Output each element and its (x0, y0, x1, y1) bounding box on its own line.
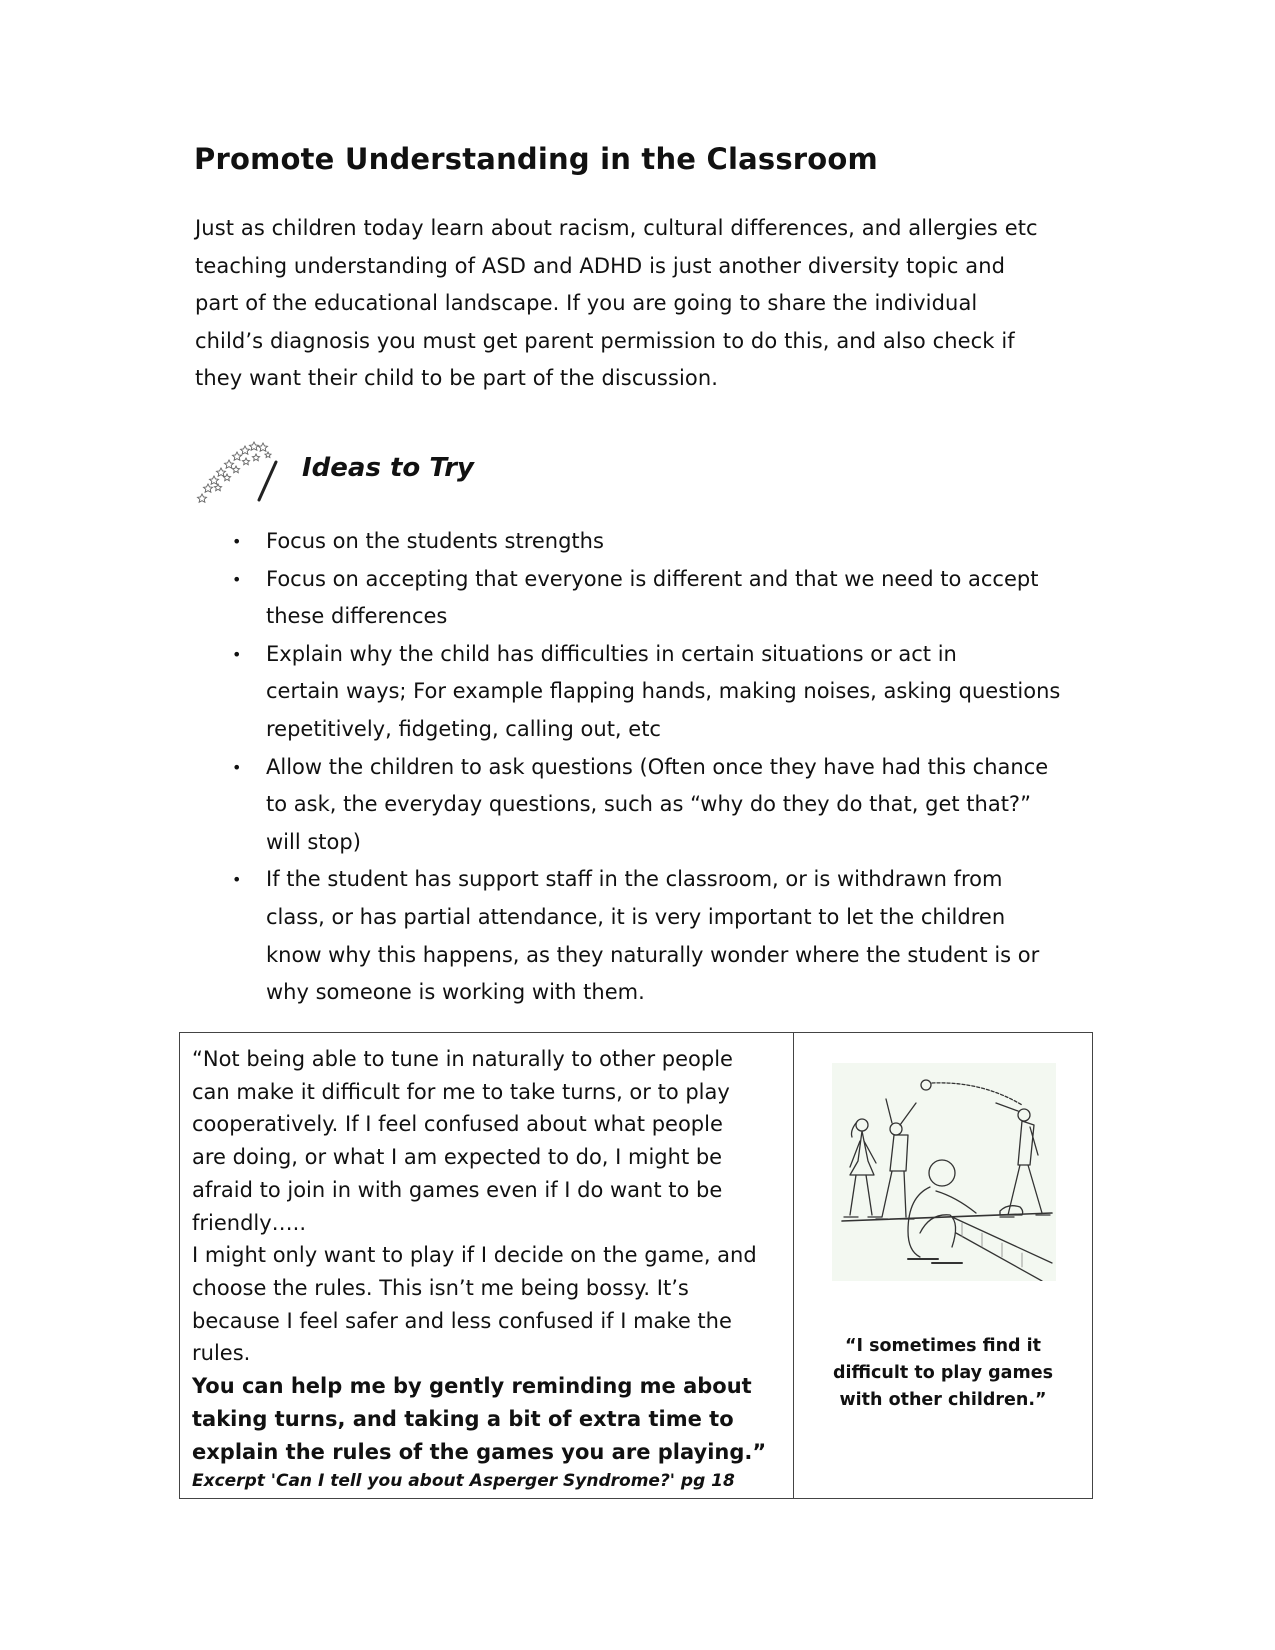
intro-line: part of the educational landscape. If you are going to share the individual (195, 291, 978, 316)
intro-line: Just as children today learn about racism, cultural differences, and allergies etc (195, 216, 1038, 240)
quote-line: “Not being able to tune in naturally to other people (192, 1047, 733, 1071)
list-item-line: certain ways; For example flapping hands, making noises, asking questions (266, 679, 1061, 704)
quote-cell (180, 1033, 794, 1498)
quote-bold-line: explain the rules of the games you are playing.” (192, 1440, 767, 1465)
list-item (228, 861, 1098, 1011)
caption-line: with other children.” (839, 1390, 1047, 1410)
list-item-line: Allow the children to ask questions (Often once they have had this chance (266, 754, 1049, 779)
caption-line: “I sometimes find it (844, 1336, 1042, 1356)
quote-line: cooperatively. If I feel confused about what people (192, 1112, 723, 1137)
caption-line: difficult to play games (833, 1363, 1053, 1383)
ideas-heading: Ideas to Try (302, 453, 474, 483)
quote-line: because I feel safer and less confused if I make the (192, 1308, 732, 1333)
list-item-line: class, or has partial attendance, it is very important to let the children (266, 904, 1006, 929)
quote-bold-line: taking turns, and taking a bit of extra time to (192, 1407, 734, 1432)
list-item-line: why someone is working with them. (266, 980, 645, 1005)
list-item-line: will stop) (266, 829, 361, 854)
page-title: Promote Understanding in the Classroom (194, 142, 878, 176)
quote-text (192, 1043, 793, 1370)
list-item (228, 749, 1098, 862)
quote-line: friendly….. (192, 1210, 307, 1235)
list-item-line: to ask, the everyday questions, such as “why do they do that, get that?” (266, 792, 1031, 817)
quote-source: Excerpt 'Can I tell you about Asperger Syndrome?' pg 18 (192, 1471, 735, 1492)
list-item-line: Focus on the students strengths (266, 529, 604, 553)
list-item (228, 636, 1098, 749)
bullet-icon: • (232, 532, 242, 551)
list-item (228, 523, 1098, 561)
quote-line: I might only want to play if I decide on the game, and (192, 1243, 757, 1268)
bullet-icon: • (232, 870, 242, 890)
list-item-line: If the student has support staff in the classroom, or is withdrawn from (266, 867, 1003, 892)
magic-wand-icon (194, 428, 284, 504)
quote-line: afraid to join in with games even if I do want to be (192, 1177, 723, 1202)
bullet-icon: • (232, 569, 242, 589)
ideas-list (228, 523, 1098, 1012)
intro-paragraph (195, 210, 1095, 398)
list-item (228, 561, 1098, 636)
list-item-line: repetitively, fidgeting, calling out, etc (266, 716, 661, 741)
quote-line: are doing, or what I am expected to do, I might be (192, 1145, 723, 1170)
illustration-caption (794, 1333, 1092, 1414)
list-item-line: Explain why the child has difficulties in certain situations or act in (266, 641, 957, 666)
bullet-icon: • (232, 757, 242, 777)
quote-line: can make it difficult for me to take turns, or to play (192, 1079, 730, 1104)
quote-line: rules. (192, 1341, 251, 1366)
image-cell (794, 1033, 1092, 1498)
list-item-line: these differences (266, 604, 448, 629)
list-item-line: know why this happens, as they naturally wonder where the student is or (266, 942, 1040, 967)
intro-line: teaching understanding of ASD and ADHD is just another diversity topic and (195, 253, 1006, 278)
quote-bold-line: You can help me by gently reminding me about (192, 1374, 752, 1399)
children-playing-ball-illustration (832, 1063, 1056, 1281)
list-item-line: Focus on accepting that everyone is different and that we need to accept (266, 566, 1039, 591)
quote-help-text (192, 1370, 793, 1469)
intro-line: child’s diagnosis you must get parent permission to do this, and also check if (195, 328, 1015, 353)
intro-line: they want their child to be part of the discussion. (195, 366, 719, 391)
quote-line: choose the rules. This isn’t me being bossy. It’s (192, 1275, 689, 1300)
bullet-icon: • (232, 644, 242, 664)
quote-table (179, 1032, 1093, 1499)
